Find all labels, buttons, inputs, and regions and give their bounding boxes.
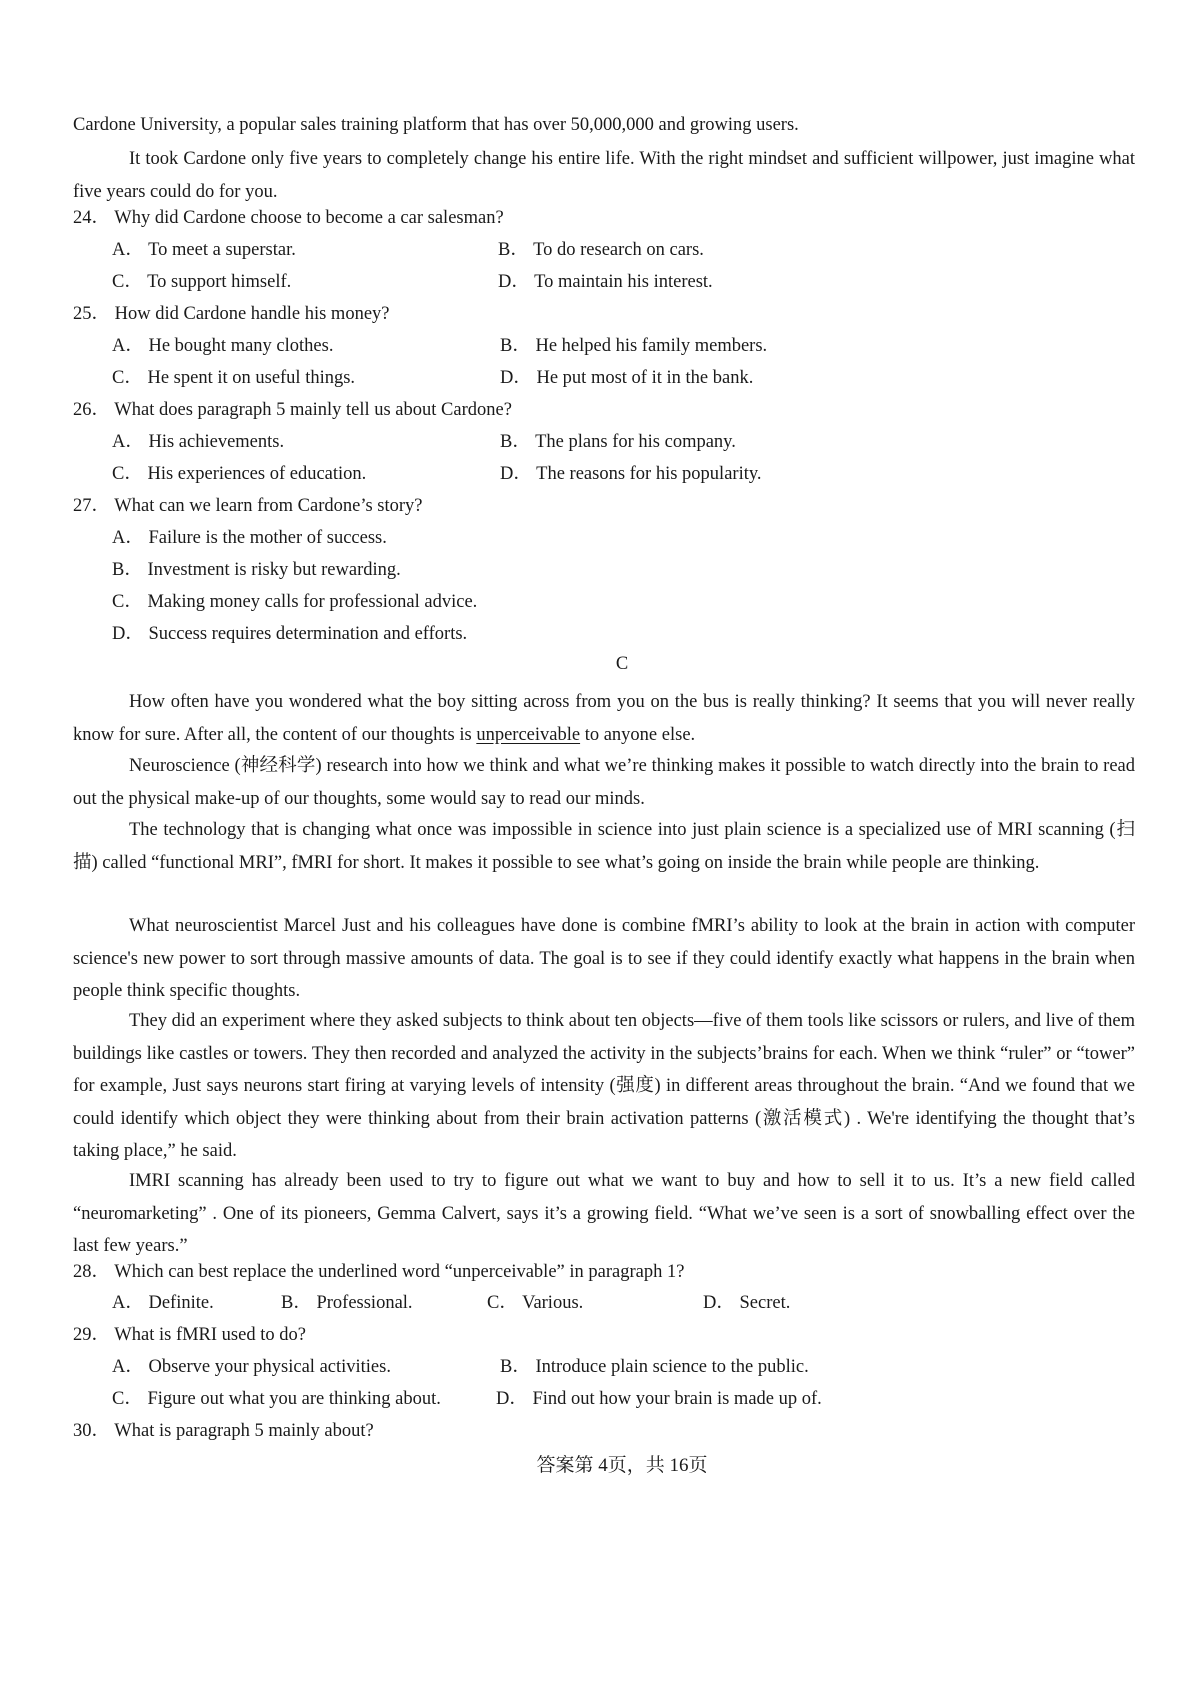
paragraph: What neuroscientist Marcel Just and his colleagues have done is combine fMRI’s ability to look at the brain in action with computer science's new power to sort through massive amounts of data. The goal is to see if they could identify exactly what happens in the brain when people think specific thoughts. bbox=[73, 916, 1135, 1001]
page-footer: 答案第 4页，共 16页 bbox=[536, 1455, 708, 1476]
question-stem: 26． What does paragraph 5 mainly tell us about Cardone? bbox=[73, 400, 512, 420]
paragraph-text: How often have you wondered what the boy sitting across from you on the bus is really thinking? It seems that you will never really know for sure. After all, the content of our thoughts is bbox=[73, 692, 1135, 745]
option-c: C． Figure out what you are thinking about. bbox=[112, 1389, 441, 1409]
option-b: B． Investment is risky but rewarding. bbox=[112, 560, 401, 580]
option-b: B． Introduce plain science to the public. bbox=[500, 1357, 809, 1377]
option-d: D． The reasons for his popularity. bbox=[500, 464, 762, 484]
question-stem: 28． Which can best replace the underlined word “unperceivable” in paragraph 1? bbox=[73, 1262, 685, 1282]
question-stem: 29． What is fMRI used to do? bbox=[73, 1325, 306, 1345]
paragraph-text: to anyone else. bbox=[580, 724, 696, 745]
underlined-word: unperceivable bbox=[476, 724, 581, 745]
paragraph: It took Cardone only five years to completely change his entire life. With the right mindset and sufficient willpower, just imagine what five years could do for you. bbox=[73, 149, 1135, 202]
option-d: D． He put most of it in the bank. bbox=[500, 368, 754, 388]
option-b: B． To do research on cars. bbox=[498, 240, 704, 260]
paragraph: The technology that is changing what once was impossible in science into just plain science is a specialized use of MRI scanning (扫描) called “functional MRI”, fMRI for short. It makes it possible to see what’s going on inside the brain while people are thinking. bbox=[73, 820, 1135, 873]
option-b: B． He helped his family members. bbox=[500, 336, 768, 356]
question-stem: 27． What can we learn from Cardone’s story? bbox=[73, 496, 423, 516]
option-c: C． Various. bbox=[487, 1293, 584, 1313]
option-d: D． Find out how your brain is made up of. bbox=[496, 1389, 822, 1409]
option-a: A． Observe your physical activities. bbox=[112, 1357, 391, 1377]
question-stem: 25． How did Cardone handle his money? bbox=[73, 304, 390, 324]
paragraph: Neuroscience (神经科学) research into how we think and what we’re thinking makes it possible to watch directly into the brain to read out the physical make-up of our thoughts, some would say to read our minds. bbox=[73, 756, 1135, 809]
paragraph bbox=[73, 686, 1135, 751]
option-a: A． To meet a superstar. bbox=[112, 240, 296, 260]
option-d: D． Success requires determination and efforts. bbox=[112, 624, 468, 644]
option-b: B． The plans for his company. bbox=[500, 432, 736, 452]
option-b: B． Professional. bbox=[281, 1293, 413, 1313]
option-c: C． Making money calls for professional advice. bbox=[112, 592, 478, 612]
section-heading: C bbox=[615, 654, 629, 674]
option-c: C． His experiences of education. bbox=[112, 464, 367, 484]
option-c: C． To support himself. bbox=[112, 272, 292, 292]
paragraph: They did an experiment where they asked subjects to think about ten objects—five of them tools like scissors or rulers, and live of them buildings like castles or towers. They then recorded and analyzed the activity in the subjects’brains for each. When we think “ruler” or “tower” for example, Just says neurons start firing at varying levels of intensity (强度) in different areas throughout the brain. “And we found that we could identify which object they were thinking about from their brain activation patterns (激活模式) . We're identifying the thought that’s taking place,” he said. bbox=[73, 1011, 1135, 1161]
paragraph: Cardone University, a popular sales training platform that has over 50,000,000 and growing users. bbox=[73, 115, 799, 135]
option-a: A． He bought many clothes. bbox=[112, 336, 334, 356]
option-d: D． To maintain his interest. bbox=[498, 272, 713, 292]
paragraph: IMRI scanning has already been used to try to figure out what we want to buy and how to sell it to us. It’s a new field called “neuromarketing” . One of its pioneers, Gemma Calvert, says it’s a growing field. “What we’ve seen is a sort of snowballing effect over the last few years.” bbox=[73, 1171, 1135, 1256]
question-stem: 24． Why did Cardone choose to become a car salesman? bbox=[73, 208, 504, 228]
option-c: C． He spent it on useful things. bbox=[112, 368, 356, 388]
option-a: A． Failure is the mother of success. bbox=[112, 528, 387, 548]
question-stem: 30． What is paragraph 5 mainly about? bbox=[73, 1421, 374, 1441]
option-d: D． Secret. bbox=[703, 1293, 791, 1313]
option-a: A． Definite. bbox=[112, 1293, 214, 1313]
option-a: A． His achievements. bbox=[112, 432, 285, 452]
